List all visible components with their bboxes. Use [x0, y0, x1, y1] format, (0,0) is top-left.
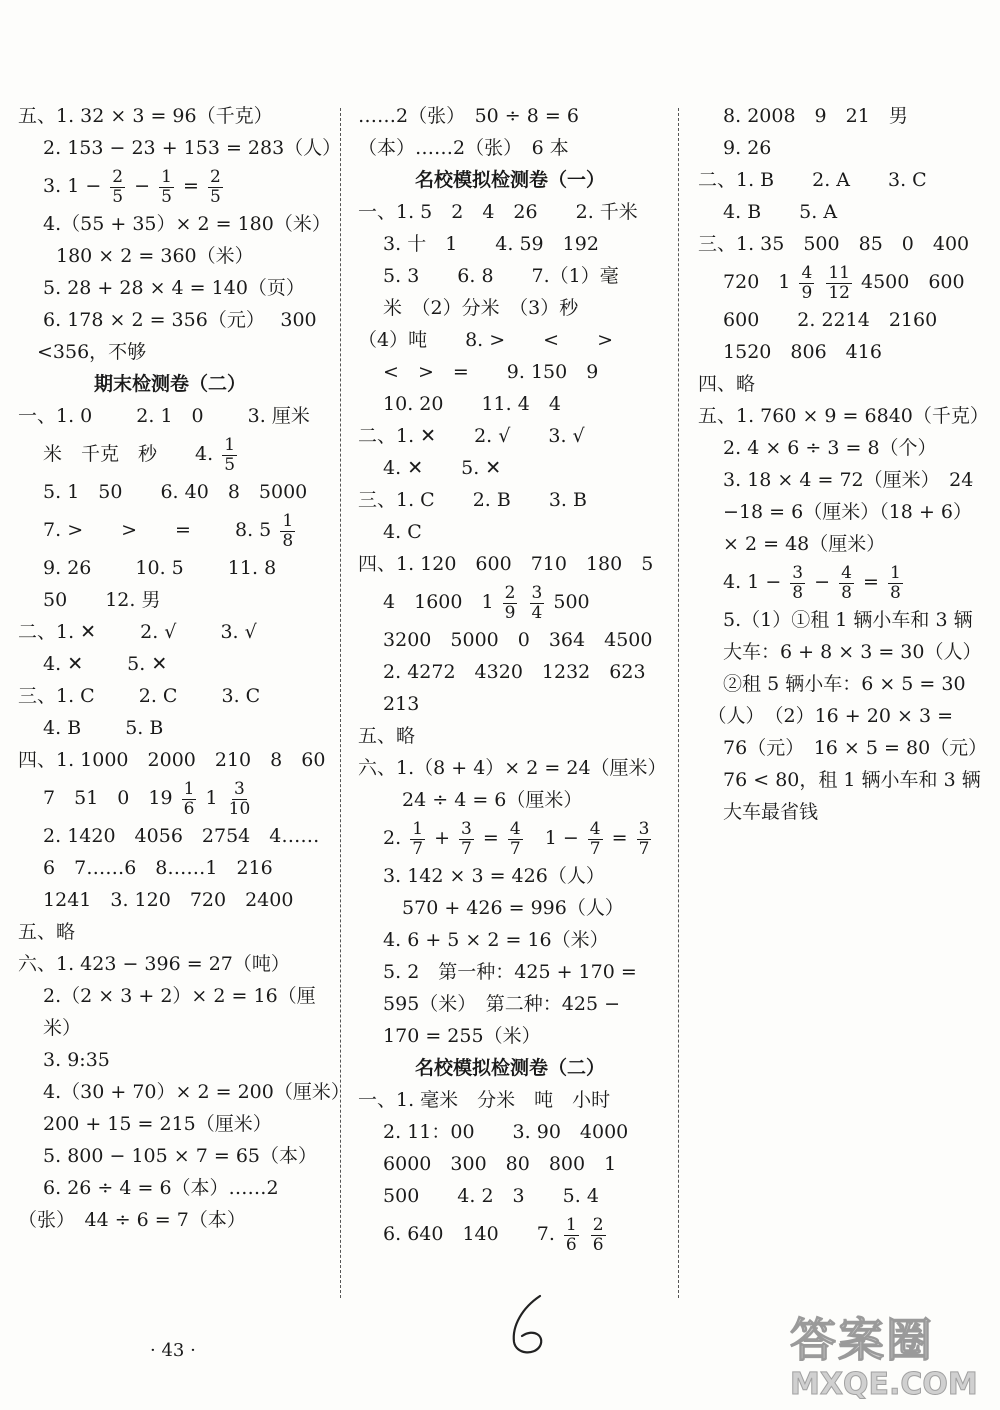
answer-line: [18, 1108, 272, 1140]
answer-line: [18, 400, 310, 432]
fraction-denominator: 9: [504, 602, 516, 623]
fraction-numerator: 4: [589, 818, 601, 839]
answer-text: 六、1.（8 + 4）× 2 = 24（厘米）: [358, 757, 667, 779]
answer-text: [520, 591, 526, 613]
fraction-numerator: 1: [224, 434, 236, 455]
answer-text: 720 1: [698, 271, 797, 293]
fraction-denominator: 8: [841, 582, 852, 603]
answer-text: 6. 178 × 2 = 356（元） 300: [18, 309, 317, 331]
answer-text: 10. 20 11. 4 4: [358, 393, 561, 415]
answer-line: [18, 1172, 279, 1204]
answer-line: [698, 336, 882, 368]
handwritten-six-mark: [500, 1290, 560, 1360]
answer-line: [18, 552, 276, 584]
answer-text: 二、1. ✕ 2. √ 3. √: [18, 621, 257, 643]
answer-text: 180 × 2 = 360（米）: [18, 245, 254, 267]
fraction: [530, 584, 545, 623]
fraction-denominator: 9: [801, 282, 813, 303]
answer-line: [358, 860, 605, 892]
answer-text: （人） （2）16 + 20 × 3 =: [698, 705, 953, 727]
answer-text: 3200 5000 0 364 4500: [358, 629, 653, 651]
fraction-denominator: 10: [228, 798, 251, 819]
answer-text: 一、1. 5 2 4 26 2. 千米: [358, 201, 638, 223]
answer-text: 5.（1）①租 1 辆小车和 3 辆: [698, 609, 973, 631]
answer-line: [18, 680, 260, 712]
answer-line: [18, 712, 163, 744]
answer-line: [18, 948, 290, 980]
answer-line: [18, 1044, 110, 1076]
answer-line: [358, 988, 620, 1020]
answer-text: ……2（张） 50 ÷ 8 = 6: [358, 105, 579, 127]
answer-text: 4.（55 + 35）× 2 = 180（米）: [18, 213, 331, 235]
answer-line: [698, 304, 937, 336]
answer-line: [698, 164, 927, 196]
answer-text: 1520 806 416: [698, 341, 882, 363]
fraction-denominator: 7: [638, 838, 650, 859]
answer-text: 570 + 426 = 996（人）: [358, 897, 624, 919]
fraction-numerator: 1: [889, 562, 901, 583]
fraction-numerator: 3: [531, 582, 543, 603]
answer-text: 1241 3. 120 720 2400: [18, 889, 294, 911]
answer-line: [358, 624, 652, 656]
answer-line: [358, 688, 419, 720]
answer-line: [358, 1020, 541, 1052]
answer-line: [698, 100, 908, 132]
column-divider-right: [678, 108, 679, 1298]
fraction-numerator: 1: [565, 1214, 577, 1235]
fraction-numerator: 1: [282, 510, 294, 531]
answer-text: 3. 1 −: [18, 175, 108, 197]
answer-text: 595（米） 第二种：425 −: [358, 993, 621, 1015]
answer-line: [358, 1148, 616, 1180]
answer-line: [18, 240, 254, 272]
section-heading: [358, 1052, 605, 1084]
answer-line: [358, 260, 619, 292]
answer-text: 50 12. 男: [18, 589, 161, 611]
answer-text: 4. C: [358, 521, 422, 543]
fraction: [790, 564, 805, 603]
answer-text: 二、1. ✕ 2. √ 3. √: [358, 425, 585, 447]
fraction: [588, 820, 603, 859]
answer-text: （本）……2（张） 6 本: [358, 137, 569, 159]
answer-line: [18, 100, 273, 132]
answer-text: 2. 4 × 6 ÷ 3 = 8（个）: [698, 437, 937, 459]
answer-text: 4. B 5. B: [18, 717, 164, 739]
fraction-numerator: 1: [161, 166, 172, 187]
answer-text: 500 4. 2 3 5. 4: [358, 1185, 599, 1207]
watermark-logo: [790, 1312, 995, 1407]
answer-text: 76 < 80，租 1 辆小车和 3 辆: [698, 769, 981, 791]
answer-line: [358, 356, 598, 388]
answer-text: 6000 300 80 800 1: [358, 1153, 617, 1175]
answer-line: [18, 584, 160, 616]
answer-text: 三、1. C 2. C 3. C: [18, 685, 261, 707]
answer-line: [698, 700, 953, 732]
fraction-denominator: 5: [161, 186, 172, 207]
answer-text: 6. 640 140 7.: [358, 1223, 561, 1245]
page-number: · 43 ·: [150, 1340, 196, 1361]
answer-line: [18, 744, 325, 776]
answer-line: [358, 816, 654, 860]
fraction: [839, 564, 854, 603]
fraction: [888, 564, 903, 603]
fraction-numerator: 2: [209, 166, 221, 187]
fraction-numerator: 2: [112, 166, 124, 187]
answer-text: （张） 44 ÷ 6 = 7（本）: [18, 1209, 246, 1231]
answer-text: 6 7……6 8……1 216: [18, 857, 273, 879]
answer-line: [698, 368, 755, 400]
fraction-denominator: 12: [828, 282, 850, 303]
answer-text: 200 + 15 = 215（厘米）: [18, 1113, 272, 1135]
answer-text: 5. 1 50 6. 40 8 5000: [18, 481, 308, 503]
answer-line: [358, 892, 624, 924]
fraction-numerator: 2: [504, 582, 516, 603]
answer-text: 3. 142 × 3 = 426（人）: [358, 865, 605, 887]
answer-line: [358, 656, 646, 688]
answer-text: −: [808, 571, 837, 593]
fraction-denominator: 7: [412, 838, 424, 859]
answer-text: −18 = 6（厘米）（18 + 6）: [698, 501, 972, 523]
answer-line: [698, 764, 981, 796]
answer-text: 3. 十 1 4. 59 192: [358, 233, 599, 255]
fraction: [799, 264, 814, 303]
answer-line: [358, 228, 599, 260]
answer-line: [18, 884, 293, 916]
answer-text: 五、1. 760 × 9 = 6840（千克）: [698, 405, 989, 427]
answer-text: 五、略: [358, 725, 416, 747]
answer-line: [358, 420, 585, 452]
answer-line: [18, 776, 255, 820]
answer-text: 五、略: [18, 921, 76, 943]
answer-line: [698, 228, 969, 260]
answer-text: =: [856, 571, 885, 593]
answer-line: [18, 164, 226, 208]
answer-text: 三、1. 35 500 85 0 400: [698, 233, 970, 255]
answer-text: 3. 18 × 4 = 72（厘米） 24: [698, 469, 974, 491]
watermark-text: 答案圈: [790, 1313, 934, 1367]
fraction-numerator: 2: [592, 1214, 604, 1235]
answer-line: [18, 208, 331, 240]
answer-text: 4.（30 + 70）× 2 = 200（厘米）: [18, 1081, 350, 1103]
answer-text: < > = 9. 150 9: [358, 361, 599, 383]
answer-line: [18, 616, 257, 648]
answer-text: 米）: [18, 1017, 82, 1039]
answer-line: [18, 852, 273, 884]
answer-line: [358, 1212, 609, 1256]
answer-line: [18, 1076, 350, 1108]
answer-line: [358, 956, 637, 988]
answer-text: =: [176, 175, 205, 197]
fraction-denominator: 5: [224, 454, 236, 475]
answer-text: 1 −: [525, 827, 585, 849]
answer-text: 2. 4272 4320 1232 623: [358, 661, 646, 683]
answer-text: −: [128, 175, 157, 197]
answer-text: 3. 9:35: [18, 1049, 110, 1071]
answer-text: 24 ÷ 4 = 6（厘米）: [358, 789, 583, 811]
fraction: [182, 780, 197, 819]
answer-text: =: [476, 827, 505, 849]
answer-line: [698, 464, 973, 496]
answer-line: [358, 324, 613, 356]
answer-line: [698, 560, 906, 604]
fraction-denominator: 5: [209, 186, 221, 207]
answer-text: 1: [199, 787, 224, 809]
answer-line: [18, 476, 307, 508]
fraction: [410, 820, 425, 859]
answer-line: [698, 604, 973, 636]
answer-text: 名校模拟检测卷（一）: [358, 169, 606, 191]
fraction: [208, 168, 223, 207]
fraction-numerator: 3: [234, 778, 245, 799]
answer-line: [358, 452, 501, 484]
answer-line: [358, 100, 579, 132]
answer-line: [18, 1140, 317, 1172]
fraction-numerator: 1: [183, 778, 195, 799]
answer-text: 600 2. 2214 2160: [698, 309, 938, 331]
fraction: [503, 584, 518, 623]
answer-line: [358, 752, 667, 784]
answer-line: [18, 272, 305, 304]
answer-text: 76（元） 16 × 5 = 80（元）: [698, 737, 988, 759]
answer-text: 9. 26 10. 5 11. 8: [18, 557, 277, 579]
answer-text: 一、1. 毫米 分米 吨 小时: [358, 1089, 611, 1111]
answer-text: 二、1. B 2. A 3. C: [698, 169, 927, 191]
fraction-numerator: 4: [509, 818, 521, 839]
answer-text: 4 1600 1: [358, 591, 500, 613]
fraction-numerator: 3: [461, 818, 472, 839]
answer-line: [358, 516, 422, 548]
answer-text: 四、略: [698, 373, 756, 395]
answer-text: 期末检测卷（二）: [18, 373, 247, 395]
fraction: [564, 1216, 579, 1255]
answer-text: 4. 6 + 5 × 2 = 16（米）: [358, 929, 609, 951]
fraction: [110, 168, 125, 207]
answer-line: [358, 196, 638, 228]
answer-line: [18, 336, 146, 368]
answer-line: [358, 292, 578, 324]
answer-line: [18, 132, 341, 164]
answer-text: 2.: [358, 827, 408, 849]
fraction: [637, 820, 652, 859]
answer-line: [18, 820, 319, 852]
answer-line: [698, 732, 987, 764]
answer-line: [358, 580, 590, 624]
answer-text: 6. 26 ÷ 4 = 6（本）……2: [18, 1177, 279, 1199]
answer-line: [698, 636, 981, 668]
answer-line: [698, 132, 771, 164]
answer-line: [358, 484, 587, 516]
fraction-denominator: 7: [589, 838, 601, 859]
section-heading: [18, 368, 246, 400]
answer-line: [698, 496, 972, 528]
answer-line: [698, 260, 965, 304]
fraction: [280, 512, 295, 551]
answer-text: 一、1. 0 2. 1 0 3. 厘米: [18, 405, 310, 427]
fraction: [508, 820, 523, 859]
answer-text: 4500 600: [854, 271, 965, 293]
answer-text: 5. 28 + 28 × 4 = 140（页）: [18, 277, 305, 299]
answer-text: 9. 26: [698, 137, 772, 159]
fraction-numerator: 11: [828, 262, 850, 283]
answer-line: [358, 548, 653, 580]
answer-text: 五、1. 32 × 3 = 96（千克）: [18, 105, 273, 127]
answer-line: [358, 1180, 599, 1212]
answer-line: [698, 528, 885, 560]
answer-text: 米 （2）分米 （3）秒: [358, 297, 579, 319]
section-heading: [358, 164, 605, 196]
answer-text: 四、1. 1000 2000 210 8 60: [18, 749, 326, 771]
answer-text: 2. 11：00 3. 90 4000: [358, 1121, 629, 1143]
column-divider-left: [340, 108, 341, 1298]
fraction: [591, 1216, 606, 1255]
answer-line: [358, 720, 415, 752]
answer-text: 4. ✕ 5. ✕: [358, 457, 502, 479]
fraction-denominator: 8: [792, 582, 804, 603]
answer-line: [18, 980, 316, 1012]
answer-text: 4. 1 −: [698, 571, 788, 593]
answer-text: 4. B 5. A: [698, 201, 838, 223]
answer-text: 四、1. 120 600 710 180 5: [358, 553, 654, 575]
fraction: [159, 168, 174, 207]
answer-line: [18, 648, 167, 680]
answer-text: [817, 271, 823, 293]
fraction-denominator: 5: [112, 186, 124, 207]
answer-line: [358, 924, 609, 956]
answer-text: 170 = 255（米）: [358, 1025, 541, 1047]
answer-line: [18, 432, 240, 476]
fraction: [826, 264, 852, 303]
answer-text: 5. 3 6. 8 7.（1）毫: [358, 265, 619, 287]
fraction-denominator: 7: [509, 838, 521, 859]
answer-text: 2.（2 × 3 + 2）× 2 = 16（厘: [18, 985, 316, 1007]
fraction-denominator: 6: [565, 1234, 577, 1255]
answer-line: [698, 668, 966, 700]
fraction-denominator: 8: [282, 530, 294, 551]
answer-line: [698, 196, 837, 228]
fraction-numerator: 3: [638, 818, 650, 839]
fraction-denominator: 4: [531, 602, 543, 623]
answer-text: × 2 = 48（厘米）: [698, 533, 886, 555]
answer-line: [698, 796, 818, 828]
fraction-denominator: 8: [889, 582, 901, 603]
answer-text: +: [428, 827, 457, 849]
fraction: [459, 820, 474, 859]
answer-text: 8. 2008 9 21 男: [698, 105, 908, 127]
answer-text: 2. 1420 4056 2754 4……: [18, 825, 320, 847]
answer-text: 大车最省钱: [698, 801, 819, 823]
answer-line: [698, 432, 937, 464]
answer-text: 米 千克 秒 4.: [18, 443, 220, 465]
answer-line: [18, 1012, 81, 1044]
answer-text: ②租 5 辆小车：6 × 5 = 30: [698, 673, 966, 695]
answer-text: 7 51 0 19: [18, 787, 179, 809]
answer-line: [698, 400, 989, 432]
answer-line: [18, 1204, 246, 1236]
answer-text: 500: [547, 591, 590, 613]
answer-line: [358, 1084, 610, 1116]
fraction-denominator: 6: [592, 1234, 604, 1255]
fraction: [222, 436, 237, 475]
answer-text: 5. 800 − 105 × 7 = 65（本）: [18, 1145, 317, 1167]
answer-text: 大车：6 + 8 × 3 = 30（人）: [698, 641, 982, 663]
fraction-numerator: 4: [841, 562, 852, 583]
answer-text: 213: [358, 693, 420, 715]
answer-text: 4. ✕ 5. ✕: [18, 653, 168, 675]
fraction-denominator: 6: [183, 798, 195, 819]
fraction-numerator: 3: [792, 562, 804, 583]
fraction: [227, 780, 253, 819]
answer-line: [358, 1116, 628, 1148]
answer-text: 7. > > = 8. 5: [18, 519, 278, 541]
fraction-numerator: 4: [801, 262, 813, 283]
answer-line: [358, 784, 582, 816]
answer-text: 5. 2 第一种：425 + 170 =: [358, 961, 637, 983]
answer-text: <356，不够: [18, 341, 147, 363]
answer-text: =: [605, 827, 634, 849]
answer-line: [18, 508, 298, 552]
answer-text: 六、1. 423 − 396 = 27（吨）: [18, 953, 290, 975]
answer-text: （4）吨 8. > < >: [358, 329, 614, 351]
answer-line: [18, 304, 317, 336]
answer-line: [358, 388, 561, 420]
watermark-url: MXQE.COM: [790, 1367, 978, 1402]
answer-text: 名校模拟检测卷（二）: [358, 1057, 606, 1079]
fraction-numerator: 1: [412, 818, 424, 839]
answer-text: 三、1. C 2. B 3. B: [358, 489, 587, 511]
answer-line: [358, 132, 569, 164]
answer-line: [18, 916, 75, 948]
answer-text: 2. 153 − 23 + 153 = 283（人）: [18, 137, 342, 159]
answer-text: [582, 1223, 588, 1245]
fraction-denominator: 7: [461, 838, 472, 859]
